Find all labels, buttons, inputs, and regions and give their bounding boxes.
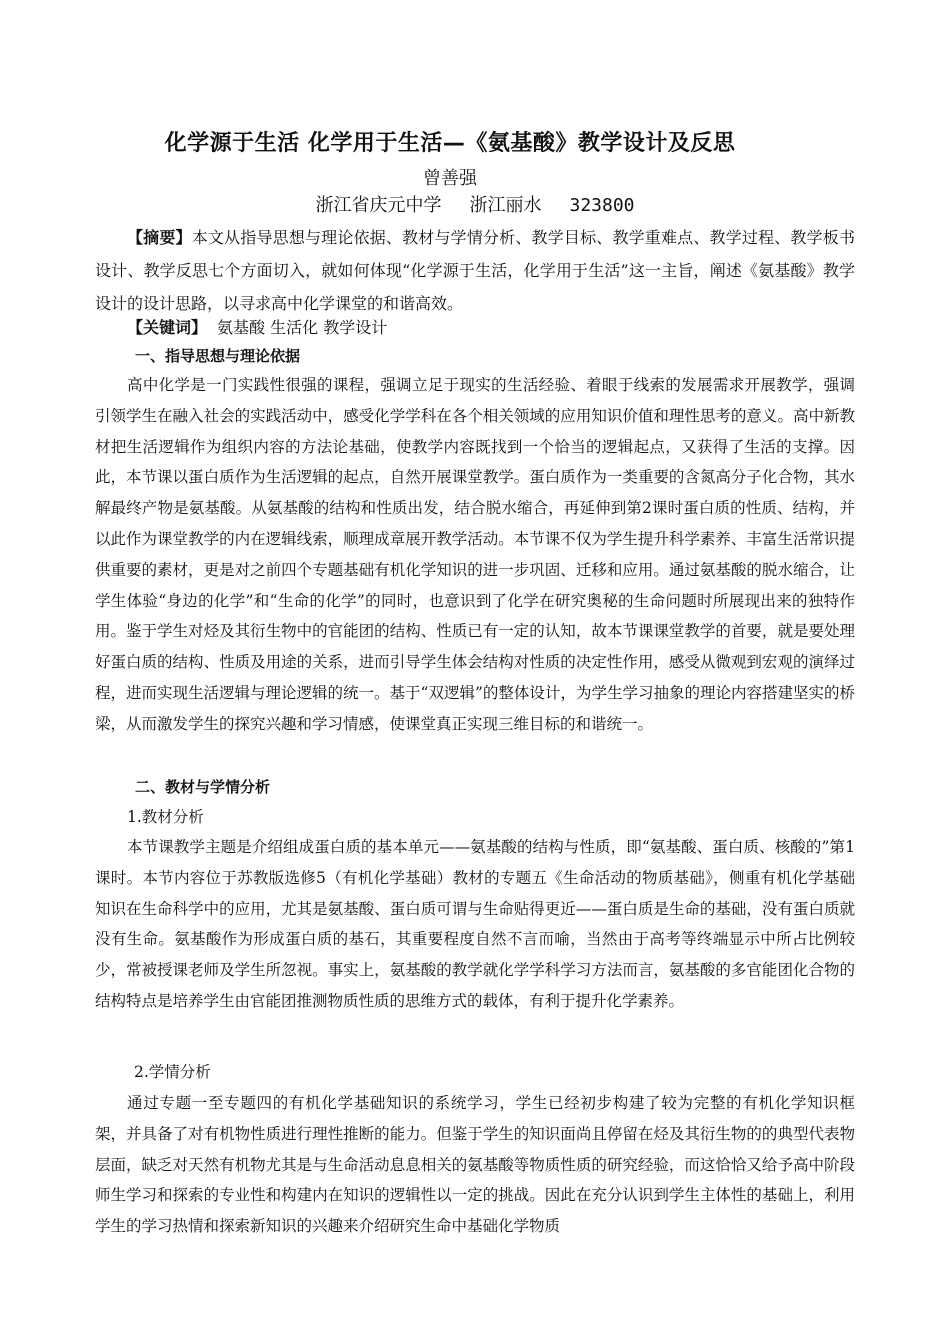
abstract-text: 本文从指导思想与理论依据、教材与学情分析、教学目标、教学重难点、教学过程、教学板书设计、教学反思七个方面切入，就如何体现“化学源于生活，化学用于生活”这一主旨，阐述《氨基酸》教学设计的设计思路，以寻求高中化学课堂的和谐高效。 [95,228,855,313]
subsection1-body [95,832,855,1017]
section2-heading: 二、教材与学情分析 [135,778,271,796]
location: 浙江丽水 [469,195,542,216]
section1-body [95,370,855,740]
subsection2-body [95,1088,855,1242]
author-affiliation [0,193,950,219]
section1-paragraph: 高中化学是一门实践性很强的课程，强调立足于现实的生活经验、着眼于线索的发展需求开展教学，强调引领学生在融入社会的实践活动中，感受化学学科在各个相关领域的应用知识价值和理性思考的意义。高中新教材把生活逻辑作为组织内容的方法论基础，使教学内容既找到一个恰当的逻辑起点，又获得了生活的支撑。因此，本节课以蛋白质作为生活逻辑的起点，自然开展课堂教学。蛋白质作为一类重要的含氮高分子化合物，其水解最终产物是氨基酸。从氨基酸的结构和性质出发，结合脱水缩合，再延伸到第2课时蛋白质的性质、结构，并以此作为课堂教学的内在逻辑线索，顺理成章展开教学活动。本节课不仅为学生提升科学素养、丰富生活常识提供重要的素材，更是对之前四个专题基础有机化学知识的进一步巩固、迁移和应用。通过氨基酸的脱水缩合，让学生体验“身边的化学”和“生命的化学”的同时，也意识到了化学在研究奥秘的生命问题时所展现出来的独特作用。鉴于学生对烃及其衍生物中的官能团的结构、性质已有一定的认知，故本节课课堂教学的首要，就是要处理好蛋白质的结构、性质及用途的关系，进而引导学生体会结构对性质的决定性作用，感受从微观到宏观的演绎过程，进而实现生活逻辑与理论逻辑的统一。基于“双逻辑”的整体设计，为学生学习抽象的理论内容搭建坚实的桥梁，从而激发学生的探究兴趣和学习情感，使课堂真正实现三维目标的和谐统一。 [95,376,855,733]
abstract [95,221,855,320]
subsection2-paragraph: 通过专题一至专题四的有机化学基础知识的系统学习，学生已经初步构建了较为完整的有机化学知识框架，并具备了对有机物性质进行理性推断的能力。但鉴于学生的知识面尚且停留在烃及其衍生物的的典型代表物层面，缺乏对天然有机物尤其是与生命活动息息相关的氨基酸等物质性质的研究经验，而这恰恰又给予高中阶段师生学习和探索的专业性和构建内在知识的逻辑性以一定的挑战。因此在充分认识到学生主体性的基础上，利用学生的学习热情和探索新知识的兴趣来介绍研究生命中基础化学物质 [95,1094,855,1236]
document-title: 化学源于生活 化学用于生活—《氨基酸》教学设计及反思 [164,131,736,156]
subsection2-heading: 2.学情分析 [134,1063,211,1081]
author-name: 曾善强 [423,168,477,189]
keywords [95,313,855,343]
school-name: 浙江省庆元中学 [315,195,442,216]
keywords-text: 氨基酸 生活化 教学设计 [217,318,388,337]
postcode: 323800 [569,195,635,216]
section1-heading: 一、指导思想与理论依据 [135,347,301,365]
subsection1-paragraph: 本节课教学主题是介绍组成蛋白质的基本单元——氨基酸的结构与性质，即“氨基酸、蛋白质、核酸的”第1课时。本节内容位于苏教版选修5（有机化学基础）教材的专题五《生命活动的物质基础》，侧重有机化学基础知识在生命科学中的应用，尤其是氨基酸、蛋白质可谓与生命贴得更近——蛋白质是生命的基础，没有蛋白质就没有生命。氨基酸作为形成蛋白质的基石，其重要程度自然不言而喻，当然由于高考等终端显示中所占比例较少，常被授课老师及学生所忽视。事实上，氨基酸的教学就化学学科学习方法而言，氨基酸的多官能团化合物的结构特点是培养学生由官能团推测物质性质的思维方式的载体，有利于提升化学素养。 [95,838,855,1010]
keywords-label: 【关键词】 [127,318,208,337]
abstract-label: 【摘要】 [127,228,192,247]
subsection1-heading: 1.教材分析 [127,808,204,826]
